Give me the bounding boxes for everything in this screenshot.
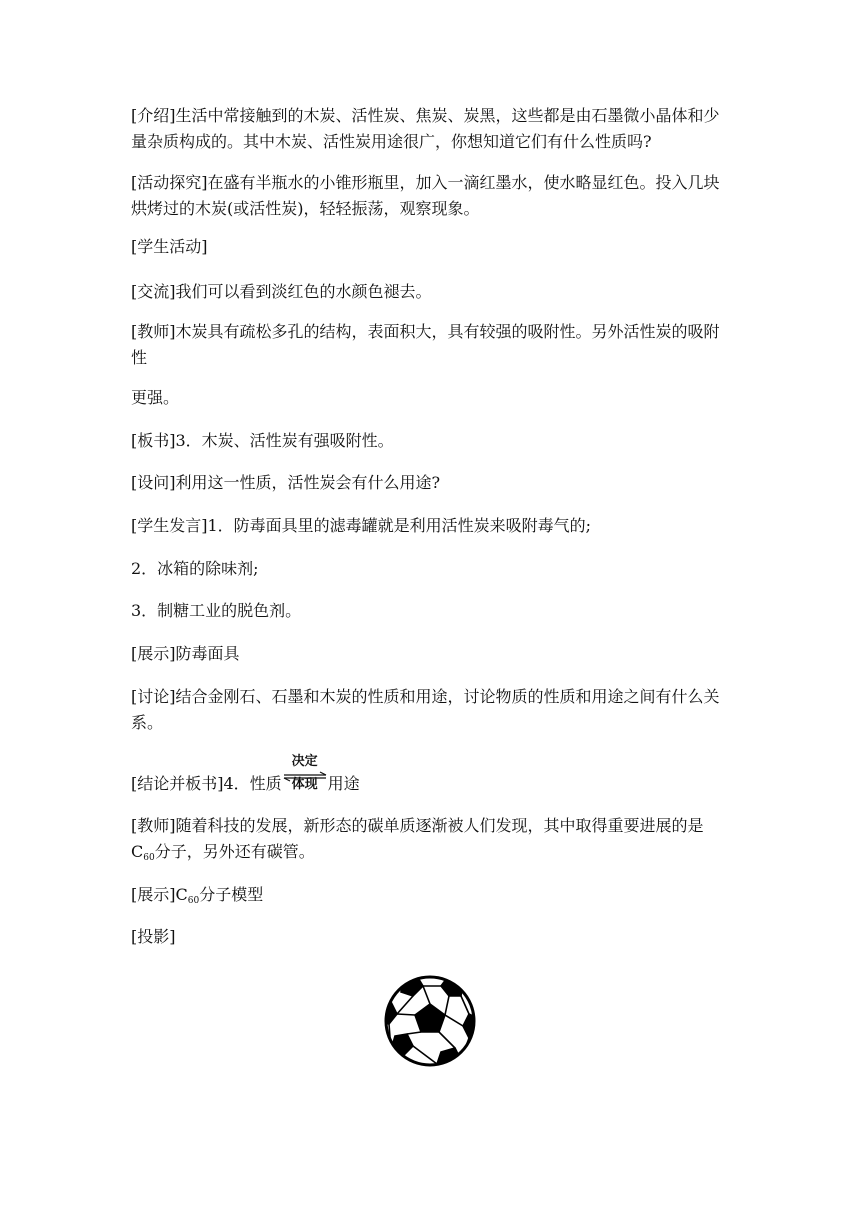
conclusion-prefix: [结论并板书]4．性质 bbox=[131, 774, 282, 793]
arrow-label-top: 决定 bbox=[291, 754, 318, 769]
paragraph-projection: [投影] bbox=[131, 927, 176, 946]
arrow-label-bottom: 体现 bbox=[291, 777, 318, 792]
paragraph-conclusion bbox=[131, 754, 731, 797]
paragraph-show-model bbox=[131, 882, 731, 914]
paragraph-teacher: [教师]木炭具有疏松多孔的结构，表面积大，具有较强的吸附性。另外活性炭的吸附性 bbox=[131, 322, 720, 367]
reversible-arrow bbox=[282, 754, 328, 797]
conclusion-suffix: 用途 bbox=[327, 774, 360, 793]
teacher-c60-text: [教师]随着科技的发展，新形态的碳单质逐渐被人们发现，其中取得重要进展的是 C bbox=[131, 816, 704, 861]
paragraph-intro: [介绍]生活中常接触到的木炭、活性炭、焦炭、炭黑，这些都是由石墨微小晶体和少量杂质构成的。其中木炭、活性炭用途很广，你想知道它们有什么性质吗? bbox=[131, 106, 720, 151]
paragraph-question: [设问]利用这一性质，活性炭会有什么用途? bbox=[131, 473, 441, 492]
paragraph-teacher-cont: 更强。 bbox=[131, 388, 180, 407]
paragraph-student-activity: [学生活动] bbox=[131, 237, 208, 256]
soccer-ball-icon bbox=[383, 974, 477, 1068]
c60-subscript: 60 bbox=[187, 896, 200, 906]
paragraph-item-3: 3．制糖工业的脱色剂。 bbox=[131, 601, 302, 620]
c60-subscript: 60 bbox=[143, 853, 155, 863]
paragraph-activity: [活动探究]在盛有半瓶水的小锥形瓶里，加入一滴红墨水，使水略显红色。投入几块烘烤过的木炭(或活性炭)，轻轻振荡，观察现象。 bbox=[131, 173, 720, 218]
paragraph-teacher-c60 bbox=[131, 813, 731, 871]
teacher-c60-text-end: 分子，另外还有碳管。 bbox=[154, 842, 315, 861]
paragraph-item-2: 2．冰箱的除味剂; bbox=[131, 559, 259, 578]
paragraph-show-mask: [展示]防毒面具 bbox=[131, 644, 240, 663]
paragraph-student-speech: [学生发言]1．防毒面具里的滤毒罐就是利用活性炭来吸附毒气的; bbox=[131, 516, 592, 535]
show-model-text-end: 分子模型 bbox=[199, 885, 264, 904]
show-model-text: [展示]C bbox=[131, 885, 188, 904]
paragraph-discussion: [讨论]结合金刚石、石墨和木炭的性质和用途，讨论物质的性质和用途之间有什么关系。 bbox=[131, 687, 720, 732]
paragraph-board: [板书]3．木炭、活性炭有强吸附性。 bbox=[131, 431, 394, 450]
paragraph-exchange: [交流]我们可以看到淡红色的水颜色褪去。 bbox=[131, 282, 432, 301]
